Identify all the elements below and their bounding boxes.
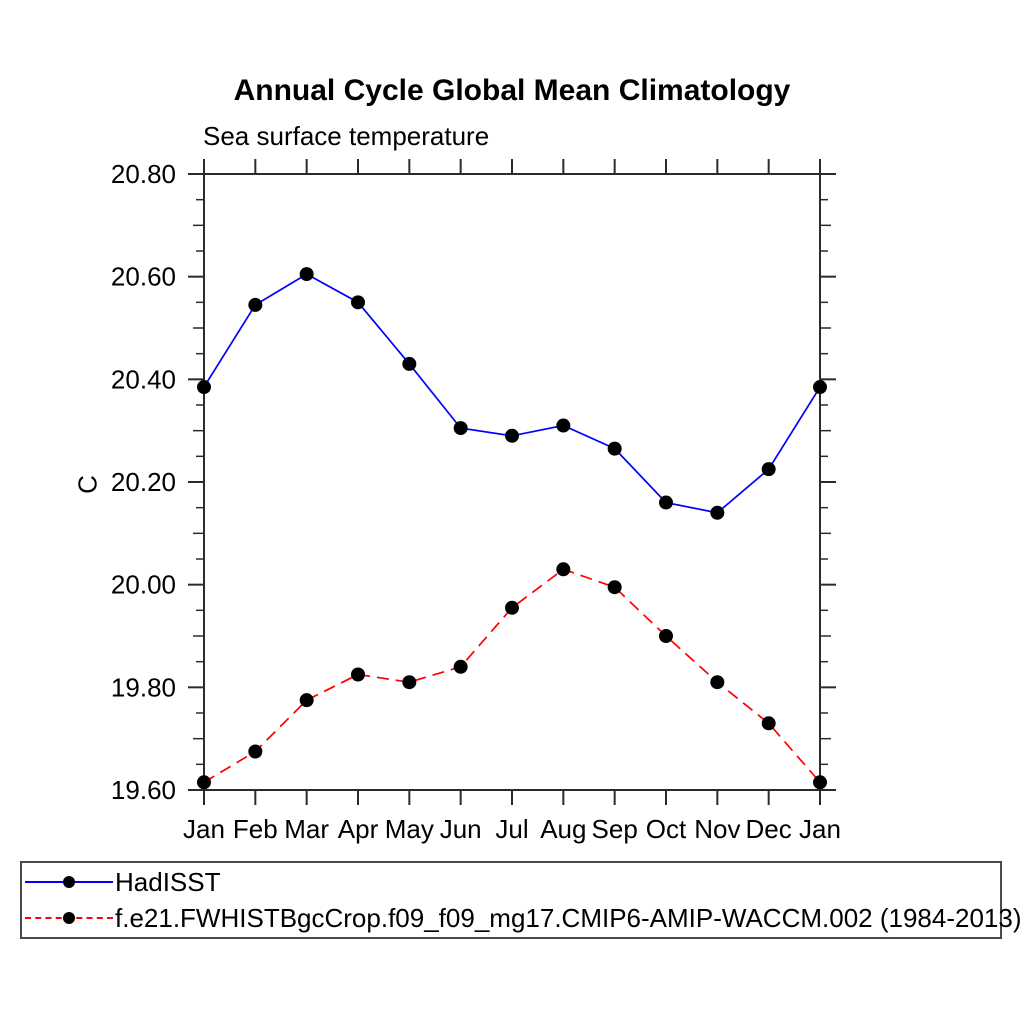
data-point (300, 693, 314, 707)
legend-item (22, 864, 1000, 900)
data-point (556, 562, 570, 576)
y-tick-label: 20.20 (110, 467, 176, 497)
data-point (710, 675, 724, 689)
x-tick-label: Sep (591, 814, 638, 844)
legend-marker-dot-icon (63, 912, 75, 924)
y-axis-title: C (72, 475, 103, 494)
y-tick-label: 19.60 (110, 775, 176, 805)
legend-label: HadISST (115, 866, 221, 897)
data-point (813, 380, 827, 394)
series-line-0 (204, 274, 820, 513)
data-point (351, 295, 365, 309)
x-tick-label: Aug (540, 814, 587, 844)
plot-frame (204, 174, 820, 790)
x-tick-label: Apr (337, 814, 379, 844)
x-tick-label: Dec (745, 814, 792, 844)
y-tick-label: 20.40 (110, 364, 176, 395)
data-point (505, 601, 519, 615)
legend-marker-dot-icon (63, 876, 75, 888)
x-tick-label: Jan (799, 814, 841, 844)
legend-item (22, 900, 1022, 936)
x-tick-label: May (384, 814, 434, 844)
legend-line-sample (25, 911, 113, 925)
data-point (762, 716, 776, 730)
data-point (454, 660, 468, 674)
data-point (659, 496, 673, 510)
legend-line-sample (25, 875, 113, 889)
data-point (248, 745, 262, 759)
data-point (402, 675, 416, 689)
x-tick-label: Jun (439, 814, 482, 844)
chart-subtitle: Sea surface temperature (203, 121, 490, 151)
data-point (402, 357, 416, 371)
data-point (556, 419, 570, 433)
x-tick-label: Feb (232, 814, 278, 844)
x-tick-label: Mar (284, 814, 330, 844)
data-point (659, 629, 673, 643)
legend (20, 861, 1022, 939)
data-point (351, 668, 365, 682)
data-point (300, 267, 314, 281)
y-tick-label: 20.60 (110, 261, 176, 292)
x-tick-label: Jan (183, 814, 225, 844)
y-tick-label: 20.00 (110, 569, 176, 600)
x-tick-label: Jul (495, 814, 529, 844)
data-point (248, 298, 262, 312)
data-point (197, 775, 211, 789)
legend-label: f.e21.FWHISTBgcCrop.f09_f09_mg17.CMIP6-AMIP-WACCM.002 (1984-2013) (115, 902, 1022, 933)
x-tick-label: Oct (645, 814, 687, 844)
chart-title: Annual Cycle Global Mean Climatology (233, 74, 791, 107)
data-point (197, 380, 211, 394)
y-tick-label: 20.80 (110, 159, 176, 189)
data-point (454, 421, 468, 435)
data-point (710, 506, 724, 520)
x-tick-label: Nov (694, 814, 741, 844)
data-point (608, 442, 622, 456)
data-point (608, 580, 622, 594)
data-point (813, 775, 827, 789)
data-point (762, 462, 776, 476)
y-tick-label: 19.80 (110, 672, 176, 703)
data-point (505, 429, 519, 443)
